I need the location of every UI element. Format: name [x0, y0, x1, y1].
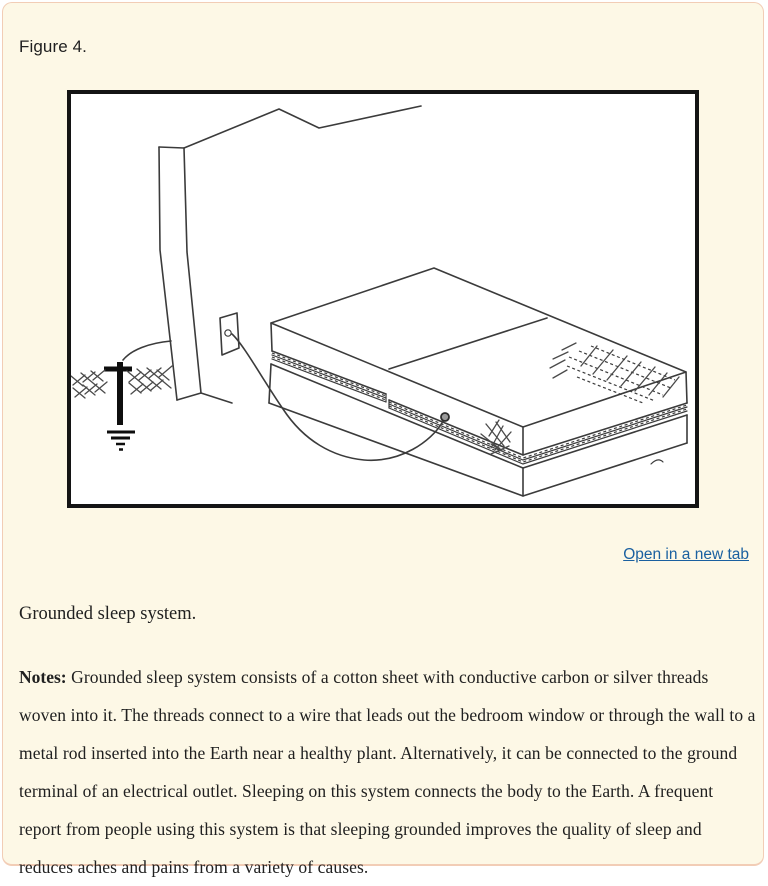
- wall-corner-left: [159, 147, 177, 400]
- figure-caption: Grounded sleep system.: [19, 604, 197, 624]
- figure-image-frame: [67, 90, 699, 508]
- wall-corner-right: [184, 148, 201, 393]
- box-spring: [269, 364, 687, 496]
- grounding-rod: [104, 362, 135, 450]
- grounded-sleep-system-illustration: [71, 94, 695, 504]
- conductive-threads-hatch: [550, 343, 679, 403]
- open-in-new-tab-link[interactable]: Open in a new tab: [623, 546, 749, 563]
- figure-actions: [623, 546, 749, 564]
- snap-connector: [441, 413, 449, 421]
- figure-card: [2, 2, 764, 877]
- mattress-top: [271, 268, 686, 427]
- ground-symbol: [107, 432, 135, 438]
- wire-outlet-to-bed: [232, 334, 449, 460]
- notes-text: Grounded sleep system consists of a cotton sheet with conductive carbon or silver threads woven into it. The threads connect to a wire that leads out the bedroom window or through the wall to a metal rod inserted into the Earth near a healthy plant. Alternatively, it can be connected to the ground terminal of an electrical outlet. Sleeping on this system connects the body to the Earth. A frequent report from people using this system is that sleeping grounded improves the quality of sleep and reduces aches and pains from a variety of causes.: [19, 667, 756, 877]
- outlet-ground-terminal: [225, 330, 231, 336]
- wall-top-edge: [184, 106, 421, 148]
- electrical-outlet: [220, 313, 239, 355]
- sheet-edge-line: [389, 318, 547, 369]
- notes-label: Notes:: [19, 667, 67, 687]
- wire-rod-to-wall: [123, 341, 171, 360]
- wall-bottom-edge: [177, 393, 232, 403]
- figure-label: Figure 4.: [19, 37, 87, 56]
- figure-notes: [19, 658, 759, 886]
- sheet-hem-seam: [386, 394, 389, 408]
